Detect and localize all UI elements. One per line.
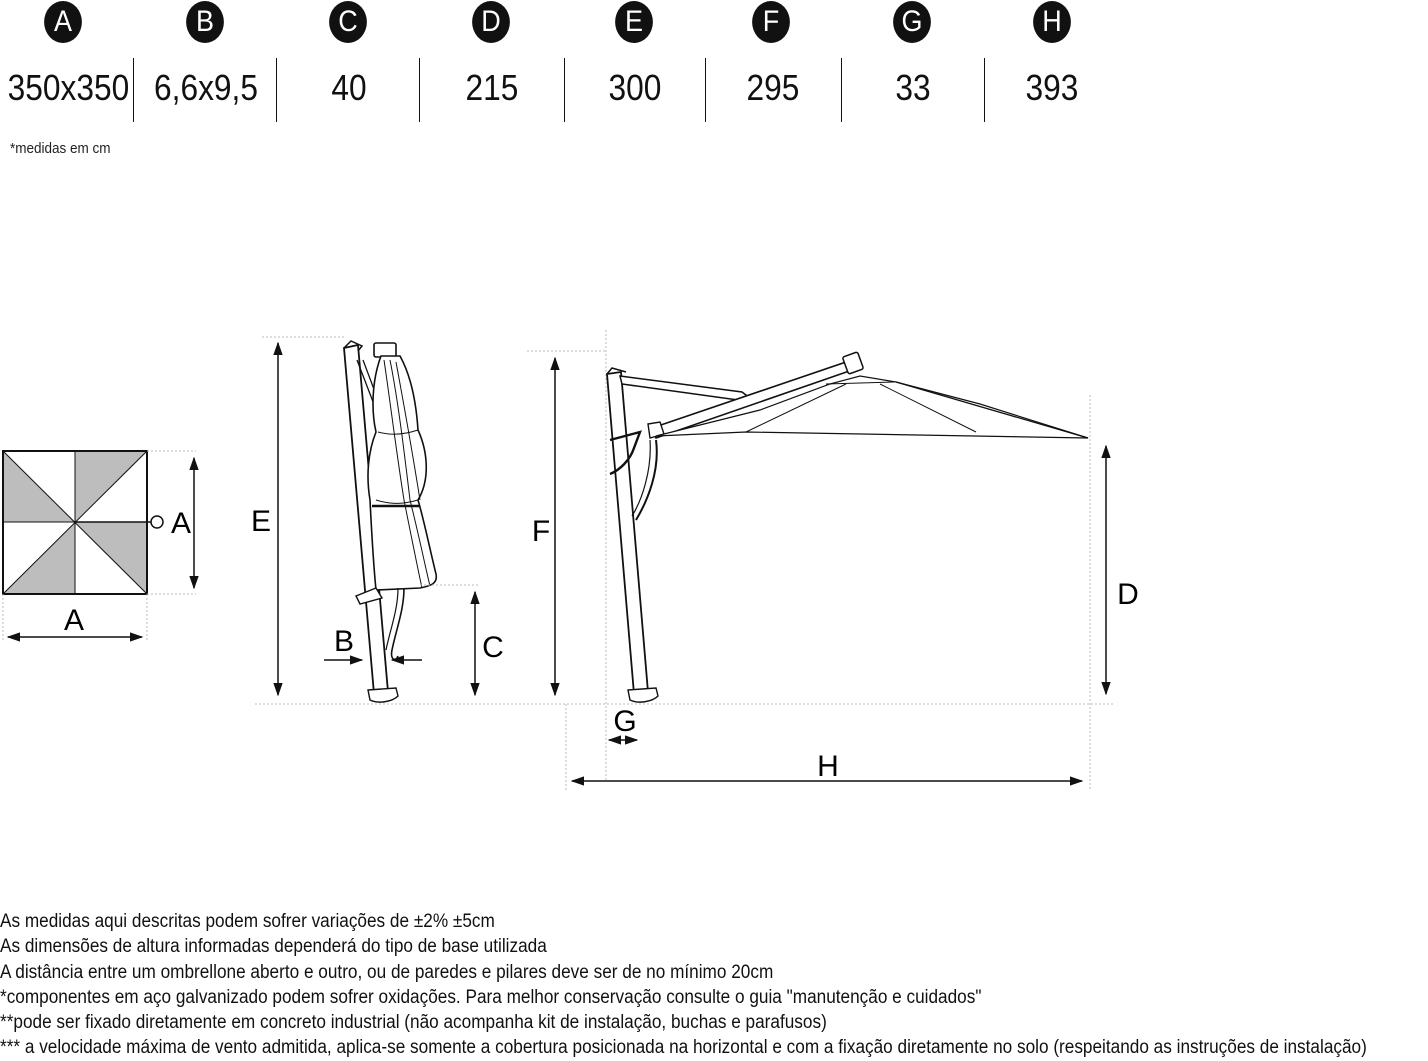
letter-badge-b: B bbox=[186, 1, 224, 43]
footnote-line: *** a velocidade máxima de vento admitida, aplica-se somente a cobertura posicionada na horizontal e com a fixação diretamente no solo (respeitando as instruções de instalação) bbox=[0, 1037, 1367, 1059]
top-view-canopy bbox=[3, 451, 196, 640]
hub bbox=[374, 343, 396, 357]
label-d: D bbox=[1117, 578, 1139, 611]
value-f: 295 bbox=[746, 67, 800, 108]
footnote-line: As dimensões de altura informadas dependerá do tipo de base utilizada bbox=[0, 936, 547, 958]
support-strut bbox=[620, 376, 750, 400]
label-f: F bbox=[531, 515, 551, 548]
footnote-line: As medidas aqui descritas podem sofrer variações de ±2% ±5cm bbox=[0, 911, 495, 932]
folded-canopy bbox=[368, 356, 436, 590]
value-c: 40 bbox=[331, 67, 367, 108]
letter-badge-d: D bbox=[472, 1, 510, 43]
label-c: C bbox=[482, 631, 504, 664]
label-a-side: A bbox=[170, 507, 192, 540]
letter-badge-h: H bbox=[1033, 1, 1071, 43]
value-e: 300 bbox=[608, 67, 662, 108]
footnote-line: A distância entre um ombrellone aberto e outro, ou de paredes e pilares deve ser de no mínimo 20cm bbox=[0, 961, 774, 983]
pole bbox=[607, 372, 648, 694]
label-h: H bbox=[817, 750, 839, 783]
value-h: 393 bbox=[1025, 67, 1079, 108]
label-g: G bbox=[613, 705, 637, 738]
letter-badge-c: C bbox=[329, 1, 367, 43]
open-umbrella-view bbox=[527, 330, 1139, 790]
label-b: B bbox=[333, 625, 355, 658]
footnote-line: **pode ser fixado diretamente em concreto industrial (não acompanha kit de instalação, buchas e parafusos) bbox=[0, 1012, 827, 1034]
closed-umbrella-view bbox=[251, 337, 504, 702]
value-g: 33 bbox=[895, 67, 931, 108]
letter-badge-f: F bbox=[752, 1, 790, 43]
letter-badge-e: E bbox=[615, 1, 653, 43]
letter-badge-g: G bbox=[893, 1, 931, 43]
footnotes bbox=[0, 909, 1428, 1061]
label-e: E bbox=[250, 505, 272, 538]
value-b: 6,6x9,5 bbox=[154, 67, 258, 108]
unit-note: *medidas em cm bbox=[10, 140, 111, 157]
value-a: 350x350 bbox=[7, 67, 130, 108]
label-a-bottom: A bbox=[63, 604, 85, 637]
value-d: 215 bbox=[465, 67, 519, 108]
pole-position-marker bbox=[151, 516, 163, 528]
letter-badge-a: A bbox=[44, 1, 82, 43]
footnote-line: *componentes em aço galvanizado podem sofrer oxidações. Para melhor conservação consulte o guia "manutenção e cuidados" bbox=[0, 986, 982, 1008]
